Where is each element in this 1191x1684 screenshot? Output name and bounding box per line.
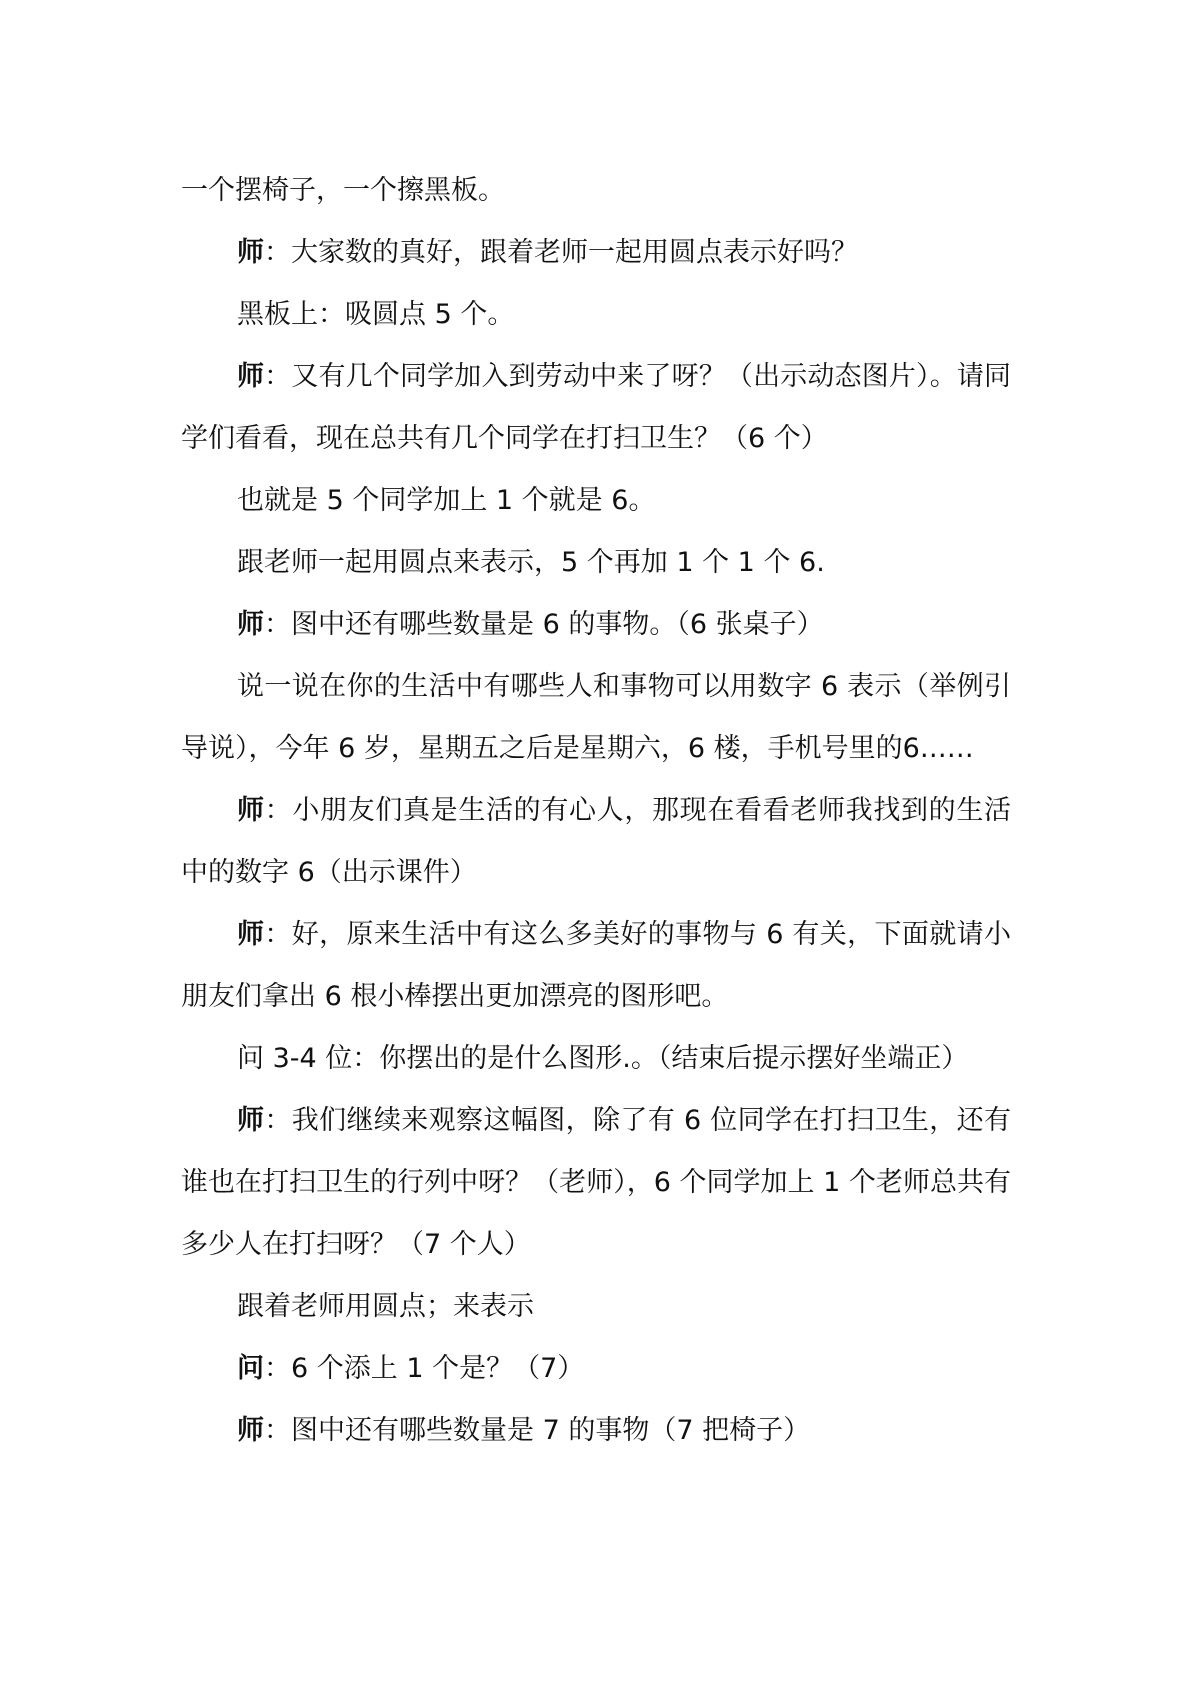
paragraph [181, 284, 1011, 346]
paragraph [181, 780, 1011, 904]
paragraph [181, 1276, 1011, 1338]
paragraph-text: ：6 个添上 1 个是？（7） [264, 1353, 585, 1384]
paragraph-text: ：我们继续来观察这幅图，除了有 6 位同学在打扫卫生，还有谁也在打扫卫生的行列中呀？（老师），6 个同学加上 1 个老师总共有多少人在打扫呀？（7 个人） [181, 1105, 1012, 1260]
paragraph-text: 也就是 5 个同学加上 1 个就是 6。 [237, 485, 656, 516]
paragraph-text: 黑板上：吸圆点 5 个。 [237, 299, 515, 330]
paragraph-text: 跟老师一起用圆点来表示，5 个再加 1 个 1 个 6. [237, 547, 825, 578]
paragraph-text: 一个摆椅子，一个擦黑板。 [181, 175, 505, 206]
paragraph [181, 656, 1011, 780]
paragraph-text: ：大家数的真好，跟着老师一起用圆点表示好吗？ [264, 237, 858, 268]
paragraph [181, 222, 1011, 284]
paragraph [181, 594, 1011, 656]
paragraph [181, 1090, 1011, 1276]
paragraph-text: 跟着老师用圆点；来表示 [237, 1291, 534, 1322]
paragraph [181, 470, 1011, 532]
speaker-label: 师 [237, 1105, 265, 1136]
paragraph-text: ：好，原来生活中有这么多美好的事物与 6 有关，下面就请小朋友们拿出 6 根小棒摆出更加漂亮的图形吧。 [181, 919, 1012, 1012]
paragraph-text: ：小朋友们真是生活的有心人，那现在看看老师我找到的生活中的数字 6（出示课件） [181, 795, 1012, 888]
paragraph-text: 说一说在你的生活中有哪些人和事物可以用数字 6 表示（举例引导说），今年 6 岁，星期五之后是星期六，6 楼，手机号里的6…… [181, 671, 1011, 764]
paragraph-text: 问 3-4 位：你摆出的是什么图形.。（结束后提示摆好坐端正） [237, 1043, 969, 1074]
speaker-label: 问 [237, 1353, 264, 1384]
speaker-label: 师 [237, 795, 265, 826]
paragraph [181, 1338, 1011, 1400]
paragraph-text: ：又有几个同学加入到劳动中来了呀？（出示动态图片）。请同学们看看，现在总共有几个同学在打扫卫生？（6 个） [181, 361, 1012, 454]
paragraph [181, 532, 1011, 594]
paragraph [181, 1028, 1011, 1090]
paragraph [181, 160, 1011, 222]
paragraph [181, 346, 1011, 470]
speaker-label: 师 [237, 361, 265, 392]
speaker-label: 师 [237, 609, 264, 640]
paragraph [181, 1400, 1011, 1462]
paragraph-text: ：图中还有哪些数量是 7 的事物（7 把椅子） [264, 1415, 811, 1446]
document-page [181, 160, 1011, 1462]
speaker-label: 师 [237, 1415, 264, 1446]
speaker-label: 师 [237, 237, 264, 268]
paragraph-text: ：图中还有哪些数量是 6 的事物。（6 张桌子） [264, 609, 824, 640]
speaker-label: 师 [237, 919, 265, 950]
paragraph [181, 904, 1011, 1028]
